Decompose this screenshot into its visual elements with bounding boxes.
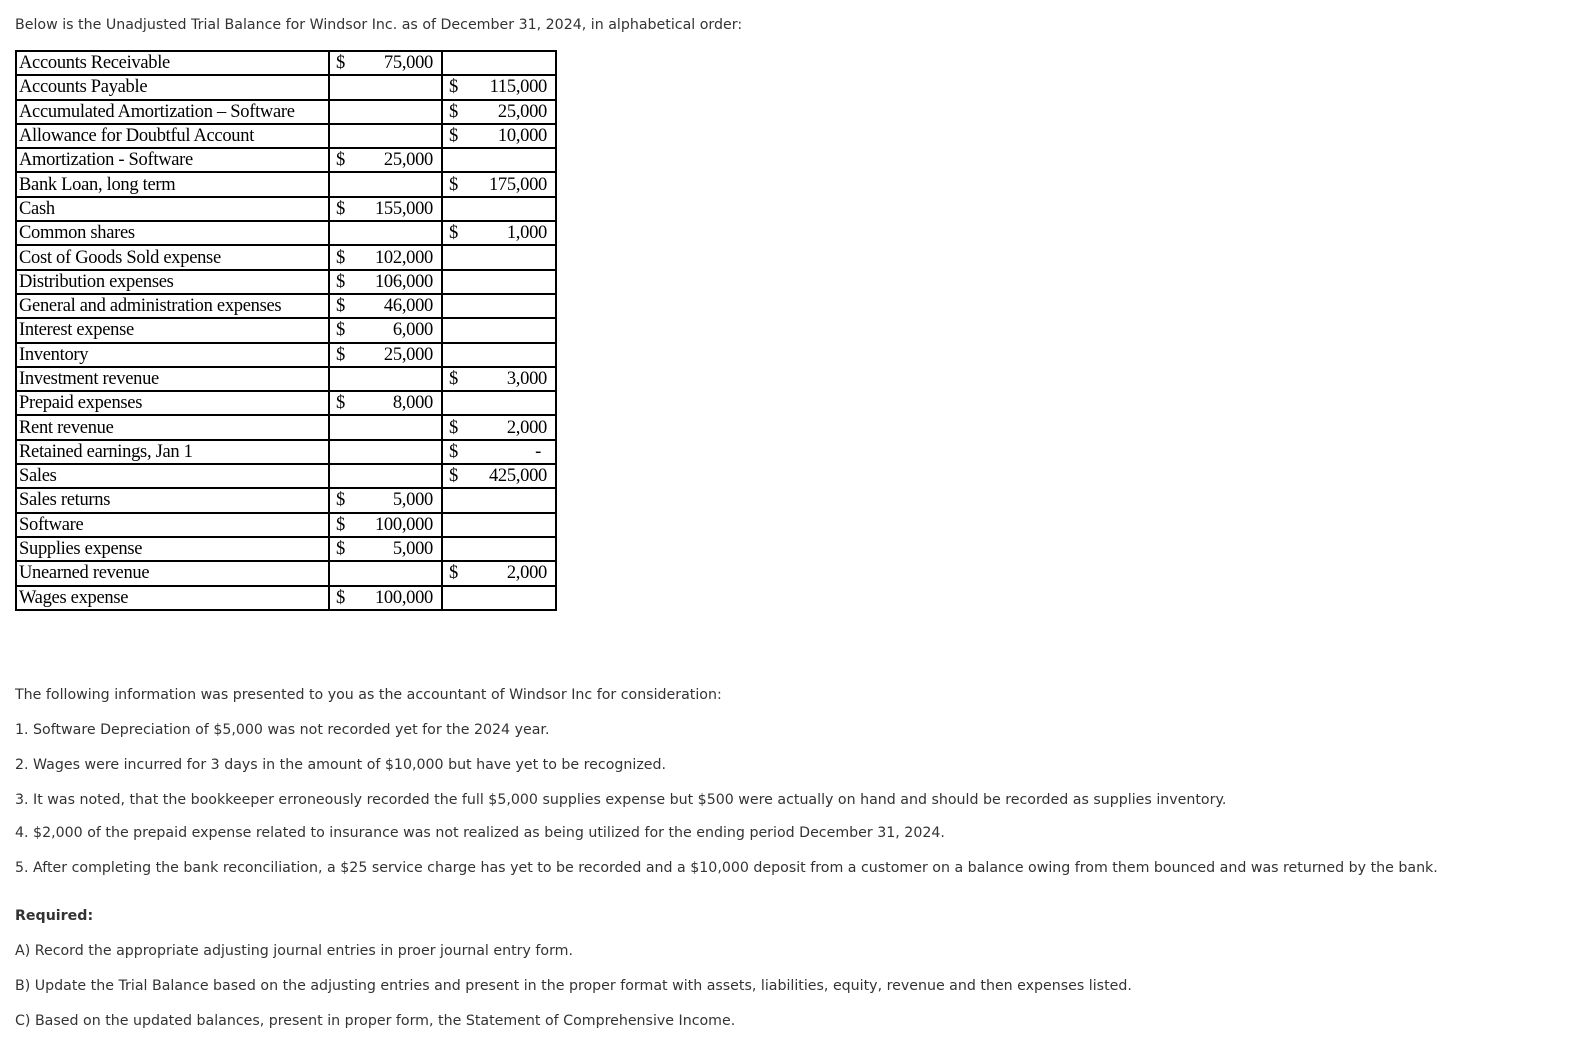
account-name: Accounts Receivable bbox=[16, 51, 329, 75]
account-name: Accounts Payable bbox=[16, 75, 329, 99]
trial-balance-row bbox=[16, 343, 556, 367]
debit-amount: 75,000 bbox=[383, 53, 433, 74]
credit-cell bbox=[442, 148, 556, 172]
debit-cell bbox=[329, 488, 442, 512]
account-name: Unearned revenue bbox=[16, 561, 329, 585]
credit-cell bbox=[442, 440, 556, 464]
trial-balance-row bbox=[16, 440, 556, 464]
credit-amount: 25,000 bbox=[497, 101, 547, 122]
credit-amount: - bbox=[535, 441, 541, 462]
account-name: Interest expense bbox=[16, 318, 329, 342]
debit-currency-symbol: $ bbox=[336, 514, 345, 535]
debit-cell bbox=[329, 415, 442, 439]
trial-balance-row bbox=[16, 488, 556, 512]
debit-cell bbox=[329, 148, 442, 172]
credit-cell bbox=[442, 513, 556, 537]
account-name: Common shares bbox=[16, 221, 329, 245]
trial-balance-row bbox=[16, 148, 556, 172]
credit-currency-symbol: $ bbox=[449, 101, 458, 122]
debit-cell bbox=[329, 513, 442, 537]
credit-cell bbox=[442, 391, 556, 415]
debit-amount: 106,000 bbox=[374, 271, 433, 292]
debit-currency-symbol: $ bbox=[336, 490, 345, 511]
trial-balance-row bbox=[16, 221, 556, 245]
debit-currency-symbol: $ bbox=[336, 53, 345, 74]
debit-cell bbox=[329, 294, 442, 318]
account-name: General and administration expenses bbox=[16, 294, 329, 318]
debit-currency-symbol: $ bbox=[336, 150, 345, 171]
debit-amount: 8,000 bbox=[392, 393, 433, 414]
credit-amount: 175,000 bbox=[488, 174, 547, 195]
debit-cell bbox=[329, 172, 442, 196]
credit-cell bbox=[442, 537, 556, 561]
info-item-4: 4. $2,000 of the prepaid expense related to insurance was not realized as being utilized for the ending period December 31, 2024. bbox=[15, 825, 945, 841]
debit-amount: 5,000 bbox=[392, 490, 433, 511]
credit-cell bbox=[442, 343, 556, 367]
debit-amount: 25,000 bbox=[383, 344, 433, 365]
credit-currency-symbol: $ bbox=[449, 417, 458, 438]
account-name: Retained earnings, Jan 1 bbox=[16, 440, 329, 464]
credit-amount: 2,000 bbox=[506, 563, 547, 584]
intro-text: Below is the Unadjusted Trial Balance for Windsor Inc. as of December 31, 2024, in alphabetical order: bbox=[15, 17, 743, 33]
credit-amount: 425,000 bbox=[488, 466, 547, 487]
info-item-5: 5. After completing the bank reconciliation, a $25 service charge has yet to be recorded and a $10,000 deposit from a customer on a balance owing from them bounced and was returned by the bank. bbox=[15, 860, 1438, 876]
debit-cell bbox=[329, 245, 442, 269]
trial-balance-row bbox=[16, 270, 556, 294]
trial-balance-table bbox=[15, 50, 557, 611]
credit-cell bbox=[442, 270, 556, 294]
trial-balance-row bbox=[16, 586, 556, 610]
credit-cell bbox=[442, 561, 556, 585]
info-item-1: 1. Software Depreciation of $5,000 was not recorded yet for the 2024 year. bbox=[15, 722, 550, 738]
trial-balance-row bbox=[16, 100, 556, 124]
debit-cell bbox=[329, 367, 442, 391]
credit-amount: 115,000 bbox=[489, 77, 547, 98]
debit-cell bbox=[329, 124, 442, 148]
account-name: Software bbox=[16, 513, 329, 537]
trial-balance-row bbox=[16, 75, 556, 99]
credit-amount: 2,000 bbox=[506, 417, 547, 438]
info-item-3: 3. It was noted, that the bookkeeper erroneously recorded the full $5,000 supplies expense but $500 were actually on hand and should be recorded as supplies inventory. bbox=[15, 792, 1227, 808]
trial-balance-row bbox=[16, 197, 556, 221]
credit-cell bbox=[442, 318, 556, 342]
debit-currency-symbol: $ bbox=[336, 320, 345, 341]
credit-cell bbox=[442, 51, 556, 75]
credit-cell bbox=[442, 172, 556, 196]
account-name: Accumulated Amortization – Software bbox=[16, 100, 329, 124]
credit-currency-symbol: $ bbox=[449, 174, 458, 195]
debit-currency-symbol: $ bbox=[336, 296, 345, 317]
credit-cell bbox=[442, 124, 556, 148]
debit-cell bbox=[329, 391, 442, 415]
debit-amount: 5,000 bbox=[392, 539, 433, 560]
trial-balance-row bbox=[16, 464, 556, 488]
debit-amount: 102,000 bbox=[374, 247, 433, 268]
debit-cell bbox=[329, 100, 442, 124]
debit-amount: 100,000 bbox=[374, 587, 433, 608]
debit-currency-symbol: $ bbox=[336, 393, 345, 414]
credit-cell bbox=[442, 197, 556, 221]
debit-amount: 100,000 bbox=[374, 514, 433, 535]
account-name: Supplies expense bbox=[16, 537, 329, 561]
credit-cell bbox=[442, 245, 556, 269]
debit-cell bbox=[329, 51, 442, 75]
credit-currency-symbol: $ bbox=[449, 77, 458, 98]
trial-balance-row bbox=[16, 391, 556, 415]
trial-balance-row bbox=[16, 245, 556, 269]
trial-balance-row bbox=[16, 513, 556, 537]
account-name: Distribution expenses bbox=[16, 270, 329, 294]
debit-cell bbox=[329, 586, 442, 610]
credit-amount: 1,000 bbox=[506, 223, 547, 244]
credit-currency-symbol: $ bbox=[449, 441, 458, 462]
credit-cell bbox=[442, 367, 556, 391]
debit-cell bbox=[329, 270, 442, 294]
credit-currency-symbol: $ bbox=[449, 369, 458, 389]
credit-currency-symbol: $ bbox=[449, 563, 458, 584]
trial-balance-row bbox=[16, 367, 556, 391]
info-item-2: 2. Wages were incurred for 3 days in the amount of $10,000 but have yet to be recognized. bbox=[15, 757, 667, 773]
trial-balance-row bbox=[16, 415, 556, 439]
account-name: Sales bbox=[16, 464, 329, 488]
requirement-a: A) Record the appropriate adjusting journal entries in proer journal entry form. bbox=[15, 943, 573, 959]
debit-cell bbox=[329, 197, 442, 221]
debit-cell bbox=[329, 343, 442, 367]
trial-balance-row bbox=[16, 294, 556, 318]
trial-balance-row bbox=[16, 537, 556, 561]
account-name: Amortization - Software bbox=[16, 148, 329, 172]
debit-amount: 6,000 bbox=[392, 320, 433, 341]
debit-currency-symbol: $ bbox=[336, 271, 345, 292]
debit-amount: 155,000 bbox=[374, 198, 433, 219]
credit-cell bbox=[442, 488, 556, 512]
info-heading: The following information was presented to you as the accountant of Windsor Inc for consideration: bbox=[15, 687, 722, 703]
debit-currency-symbol: $ bbox=[336, 198, 345, 219]
account-name: Allowance for Doubtful Account bbox=[16, 124, 329, 148]
credit-currency-symbol: $ bbox=[449, 466, 458, 487]
credit-amount: 3,000 bbox=[506, 369, 547, 389]
debit-currency-symbol: $ bbox=[336, 539, 345, 560]
requirement-c: C) Based on the updated balances, present in proper form, the Statement of Comprehensive Income. bbox=[15, 1013, 736, 1029]
trial-balance-row bbox=[16, 51, 556, 75]
trial-balance-row bbox=[16, 318, 556, 342]
credit-cell bbox=[442, 464, 556, 488]
debit-cell bbox=[329, 561, 442, 585]
trial-balance-body bbox=[16, 51, 556, 610]
debit-currency-symbol: $ bbox=[336, 344, 345, 365]
account-name: Cost of Goods Sold expense bbox=[16, 245, 329, 269]
credit-cell bbox=[442, 221, 556, 245]
credit-cell bbox=[442, 586, 556, 610]
debit-cell bbox=[329, 537, 442, 561]
debit-amount: 25,000 bbox=[383, 150, 433, 171]
requirement-b: B) Update the Trial Balance based on the adjusting entries and present in the proper format with assets, liabilities, equity, revenue and then expenses listed. bbox=[15, 978, 1132, 994]
credit-amount: 10,000 bbox=[497, 126, 547, 147]
debit-cell bbox=[329, 221, 442, 245]
debit-cell bbox=[329, 440, 442, 464]
credit-cell bbox=[442, 415, 556, 439]
account-name: Investment revenue bbox=[16, 367, 329, 391]
debit-currency-symbol: $ bbox=[336, 247, 345, 268]
credit-cell bbox=[442, 75, 556, 99]
account-name: Wages expense bbox=[16, 586, 329, 610]
account-name: Sales returns bbox=[16, 488, 329, 512]
account-name: Cash bbox=[16, 197, 329, 221]
trial-balance-row bbox=[16, 124, 556, 148]
trial-balance-row bbox=[16, 561, 556, 585]
account-name: Inventory bbox=[16, 343, 329, 367]
account-name: Rent revenue bbox=[16, 415, 329, 439]
account-name: Prepaid expenses bbox=[16, 391, 329, 415]
account-name: Bank Loan, long term bbox=[16, 172, 329, 196]
debit-cell bbox=[329, 318, 442, 342]
required-heading: Required: bbox=[15, 908, 94, 924]
debit-cell bbox=[329, 464, 442, 488]
credit-cell bbox=[442, 294, 556, 318]
debit-currency-symbol: $ bbox=[336, 587, 345, 608]
trial-balance-row bbox=[16, 172, 556, 196]
credit-cell bbox=[442, 100, 556, 124]
debit-cell bbox=[329, 75, 442, 99]
credit-currency-symbol: $ bbox=[449, 126, 458, 147]
credit-currency-symbol: $ bbox=[449, 223, 458, 244]
debit-amount: 46,000 bbox=[383, 296, 433, 317]
